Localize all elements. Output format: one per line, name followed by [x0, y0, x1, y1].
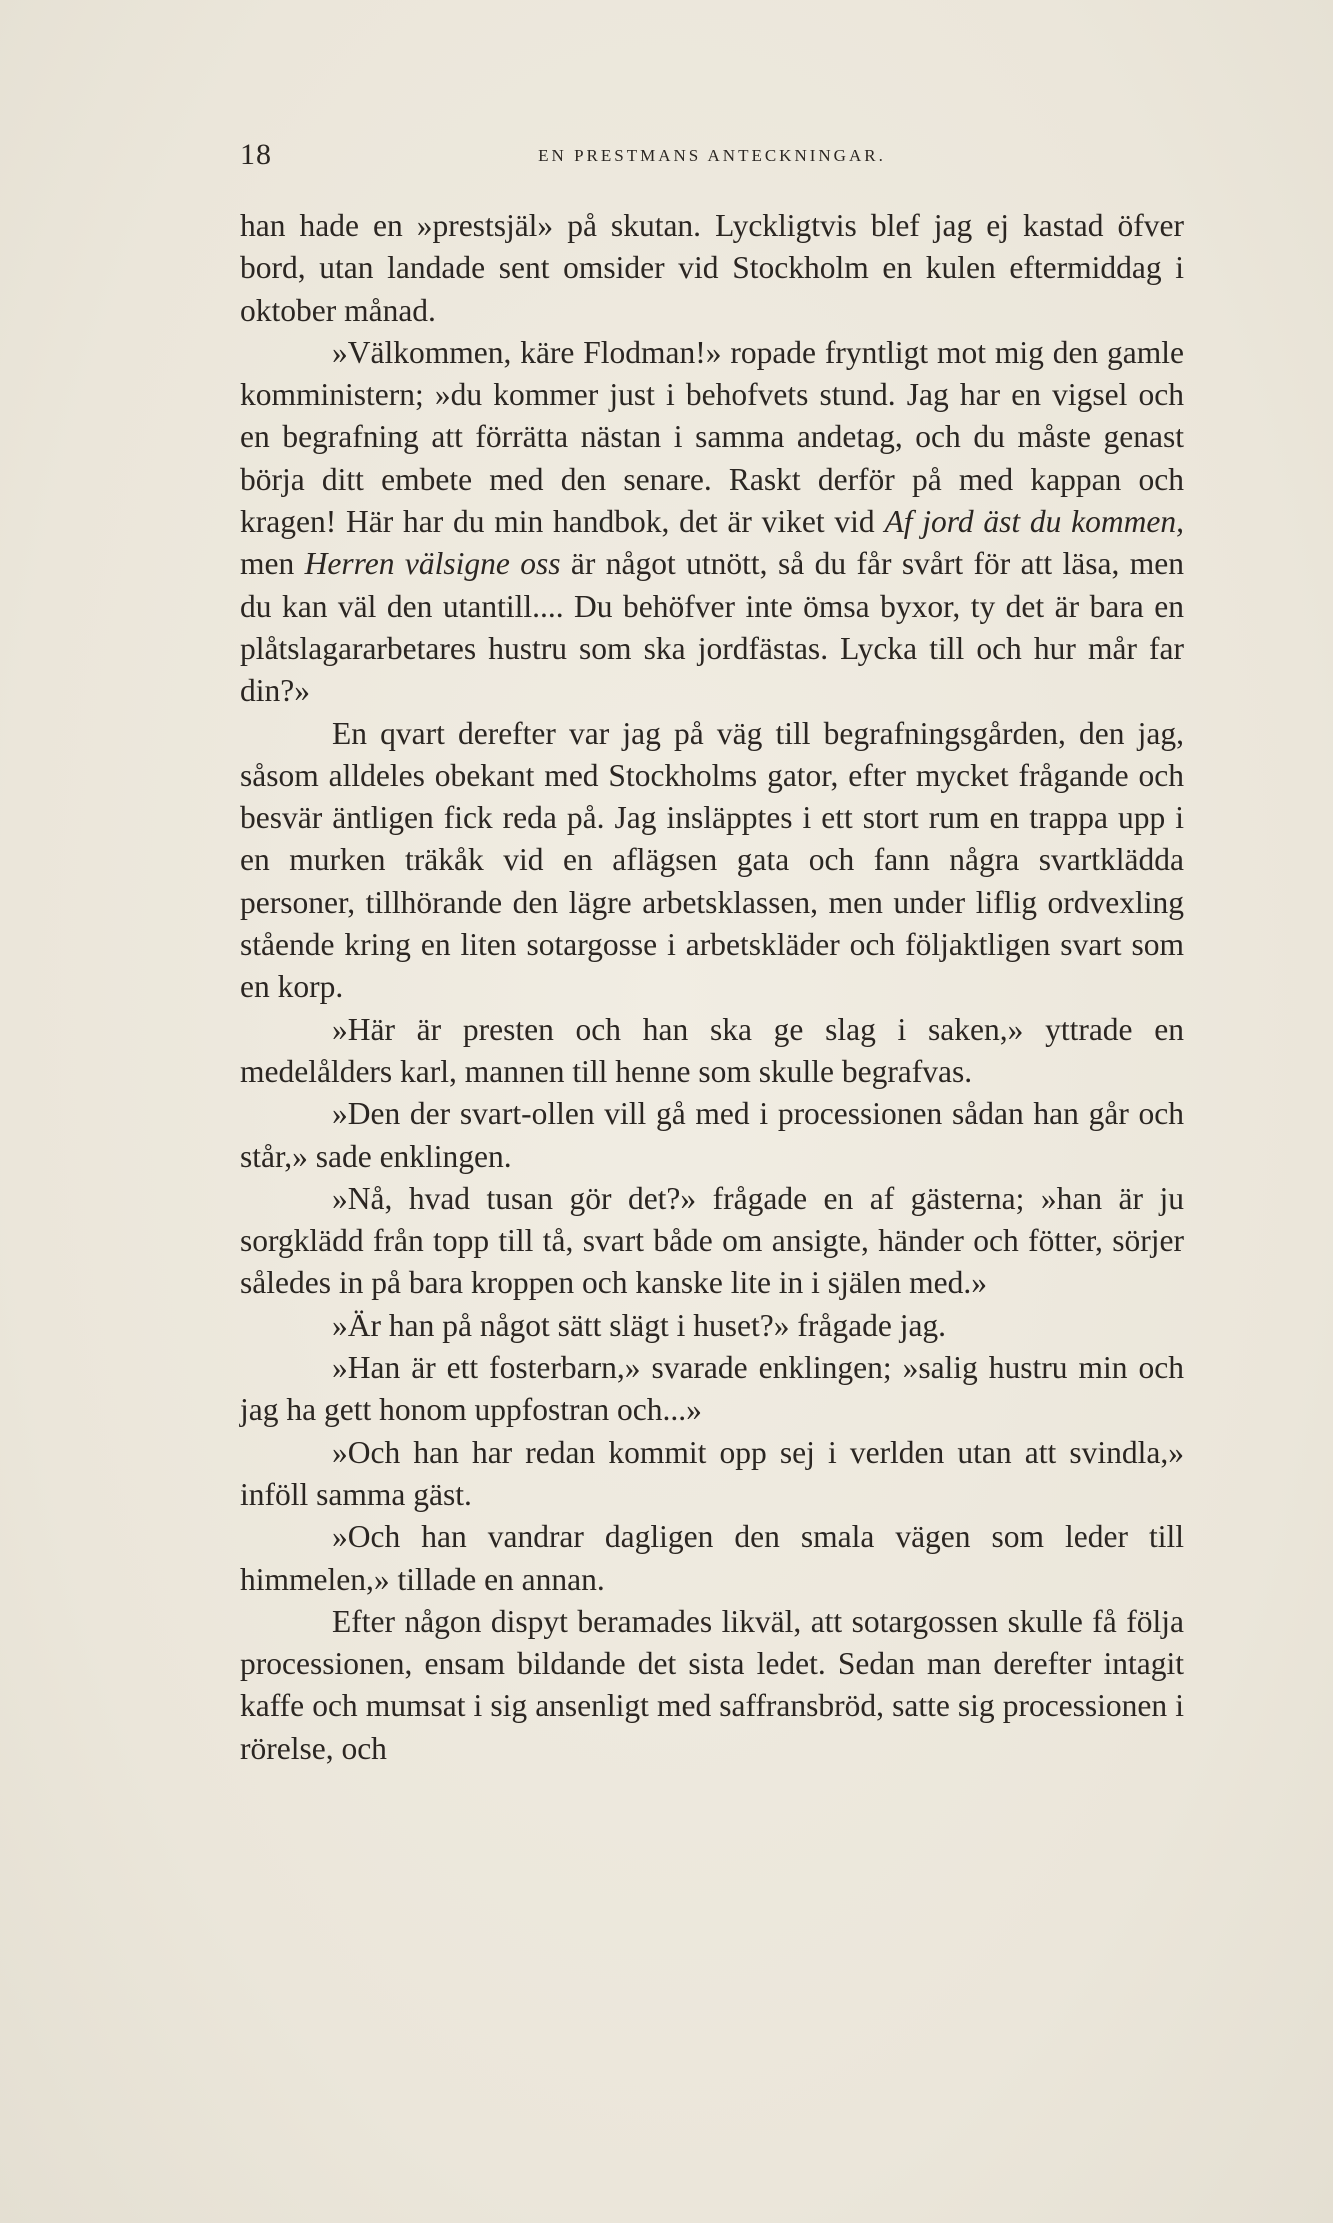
text-run: »Välkommen, käre Flodman!» ropade fryntligt mot mig den gamle komministern; »du kommer just i behofvets stund. Jag har en vigsel och en begrafning att förrätta nästan i samma andetag, och du måste genast börja ditt embete med den senare. Raskt derför på med kappan och kragen! Här har du min handbok, det är viket vid	[240, 334, 1184, 540]
italic-phrase: Af jord äst du kommen,	[884, 504, 1184, 540]
page-header	[240, 138, 1184, 178]
text-run: »Han är ett fosterbarn,» svarade enklingen; »salig hustru min och jag ha gett honom uppfostran och...»	[240, 1350, 1184, 1428]
italic-phrase: Herren välsigne oss	[304, 546, 561, 582]
text-run: En qvart derefter var jag på väg till begrafningsgården, den jag, såsom alldeles obekant med Stockholms gator, efter mycket frågande och besvär äntligen fick reda på. Jag insläpptes i ett stort rum en trappa upp i en murken träkåk vid en aflägsen gata och fann några svartklädda personer, tillhörande den lägre arbetsklassen, men under liflig ordvexling stående kring en liten sotargosse i arbetskläder och följaktligen svart som en korp.	[240, 715, 1184, 1005]
text-run: »Och han vandrar dagligen den smala vägen som leder till himmelen,» tillade en annan.	[240, 1519, 1184, 1597]
text-run: är något utnött, så du får svårt för att läsa, men du kan väl den utantill.... Du behöfver inte ömsa byxor, ty det är bara en plåtslagararbetares hustru som ska jordfästas. Lycka till och hur mår far din?»	[240, 546, 1184, 709]
text-run: »Den der svart-ollen vill gå med i processionen sådan han går och står,» sade enklingen.	[240, 1096, 1184, 1174]
text-run: Efter någon dispyt beramades likväl, att sotargossen skulle få följa processionen, ensam bildande det sista ledet. Sedan man derefter intagit kaffe och mumsat i sig ansenligt med saffransbröd, satte sig processionen i rörelse, och	[240, 1603, 1184, 1766]
paragraph	[240, 1432, 1184, 1517]
page-number: 18	[240, 138, 272, 171]
text-run: han hade en »prestsjäl» på skutan. Lyckligtvis blef jag ej kastad öfver bord, utan landade sent omsider vid Stockholm en kulen eftermiddag i oktober månad.	[240, 208, 1184, 328]
text-run: »Och han har redan kommit opp sej i verlden utan att svindla,» inföll samma gäst.	[240, 1434, 1184, 1512]
body-text	[240, 205, 1184, 1770]
paragraph	[240, 205, 1184, 332]
paragraph	[240, 332, 1184, 713]
paragraph	[240, 1178, 1184, 1305]
paragraph	[240, 1601, 1184, 1770]
text-run: »Är han på något sätt slägt i huset?» frågade jag.	[332, 1307, 947, 1343]
paragraph	[240, 1009, 1184, 1094]
paragraph	[240, 1347, 1184, 1432]
text-run: »Här är presten och han ska ge slag i saken,» yttrade en medelålders karl, mannen till henne som skulle begrafvas.	[240, 1011, 1184, 1089]
text-run: »Nå, hvad tusan gör det?» frågade en af gästerna; »han är ju sorgklädd från topp till tå, svart både om ansigte, händer och fötter, sörjer således in på bara kroppen och kanske lite in i själen med.»	[240, 1180, 1184, 1301]
running-head: EN PRESTMANS ANTECKNINGAR.	[538, 146, 886, 165]
paragraph	[240, 1305, 1184, 1347]
paragraph	[240, 713, 1184, 1009]
text-run: men	[240, 546, 305, 582]
paragraph	[240, 1516, 1184, 1601]
paragraph	[240, 1093, 1184, 1178]
